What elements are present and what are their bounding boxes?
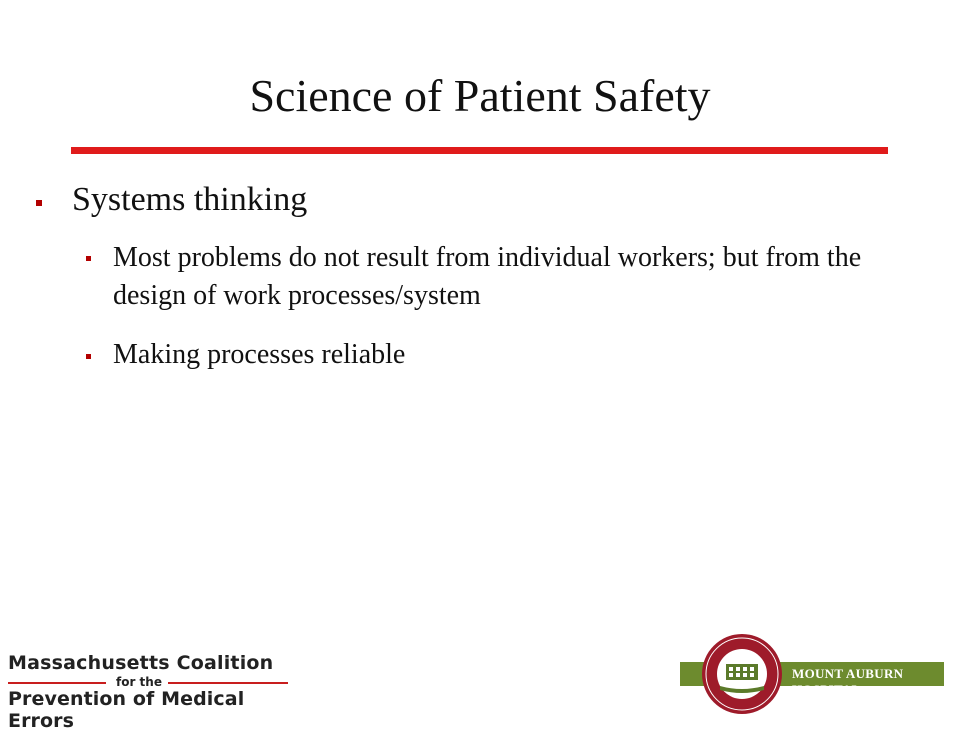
coalition-logo-line2: for the: [116, 675, 162, 689]
hospital-seal-icon: [694, 632, 804, 716]
coalition-logo-rule-left: [8, 682, 106, 684]
hospital-logo: [680, 632, 950, 716]
title-underline: [71, 147, 888, 154]
sub-bullet-2: Making processes reliable: [113, 339, 406, 370]
bullet-level1: Systems thinking: [72, 181, 308, 218]
sub-bullet-marker: [86, 256, 91, 261]
sub-bullet-1: Most problems do not result from individual workers; but from the design of work processes/system: [113, 242, 862, 311]
coalition-logo: [8, 652, 290, 732]
coalition-logo-line1: Massachusetts Coalition: [8, 652, 274, 674]
coalition-logo-line3: Prevention of Medical Errors: [8, 688, 245, 732]
coalition-logo-rule-right: [168, 682, 288, 684]
hospital-name: MOUNT AUBURN HOSPITAL: [792, 666, 904, 697]
slide-title: Science of Patient Safety: [249, 70, 711, 121]
sub-bullet-marker: [86, 354, 91, 359]
bullet-marker: [36, 200, 42, 206]
